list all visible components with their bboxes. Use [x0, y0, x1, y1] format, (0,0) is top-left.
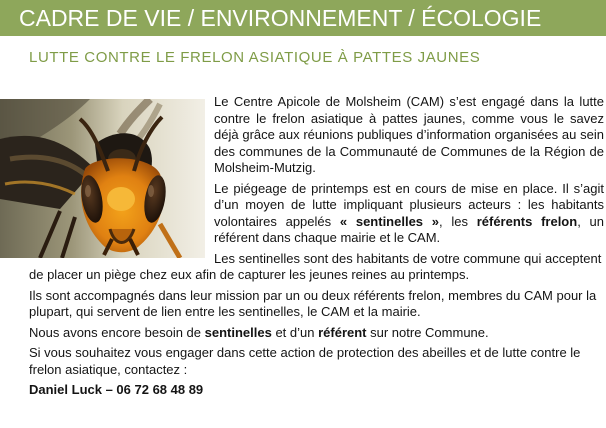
contact-line: Daniel Luck – 06 72 68 48 89 — [29, 382, 204, 397]
paragraph-need — [29, 325, 604, 342]
article-subtitle: LUTTE CONTRE LE FRELON ASIATIQUE À PATTES JAUNES — [29, 49, 481, 66]
need-sentinelles: sentinelles — [204, 324, 272, 340]
trapping-text-2: , les — [439, 213, 477, 229]
trapping-text: Le piégeage de printemps est en cours de mise en place. Il s’agit d’un moyen de lutte impliquant plusieurs acteurs : les habitants volontaires appelés — [214, 180, 604, 229]
need-text-2: et d’un — [271, 324, 319, 340]
trapping-text-3: , un référent dans chaque mairie et le CAM. — [214, 213, 604, 245]
photo-spacer — [29, 94, 214, 257]
need-text: Nous avons encore besoin de — [29, 324, 205, 340]
section-banner — [0, 0, 606, 36]
paragraph-intro: Le Centre Apicole de Molsheim (CAM) s’est engagé dans la lutte contre le frelon asiatique à pattes jaunes, comme vous le savez déjà grâce aux réunions publiques d’information organisées au sein des communes de la Communauté de Communes de la Région de Molsheim-Mutzig. — [214, 94, 604, 175]
banner-title: CADRE DE VIE / ENVIRONNEMENT / ÉCOLOGIE — [19, 5, 542, 31]
sentinelles-highlight: « sentinelles » — [339, 213, 439, 229]
article-body — [29, 94, 604, 399]
paragraph-call-to-action: Si vous souhaitez vous engager dans cette action de protection des abeilles et de lutte contre le frelon asiatique, contactez : — [29, 345, 581, 377]
need-text-3: sur notre Commune. — [366, 324, 489, 340]
paragraph-sentinels: Les sentinelles sont des habitants de votre commune qui acceptent de placer un piège chez eux afin de capturer les jeunes reines au printemps. — [29, 250, 602, 282]
referents-highlight: référents frelon — [476, 213, 578, 229]
need-referent: référent — [318, 324, 367, 340]
paragraph-referents: Ils sont accompagnés dans leur mission par un ou deux référents frelon, membres du CAM pour la plupart, qui servent de lien entre les sentinelles, le CAM et la mairie. — [29, 287, 597, 319]
